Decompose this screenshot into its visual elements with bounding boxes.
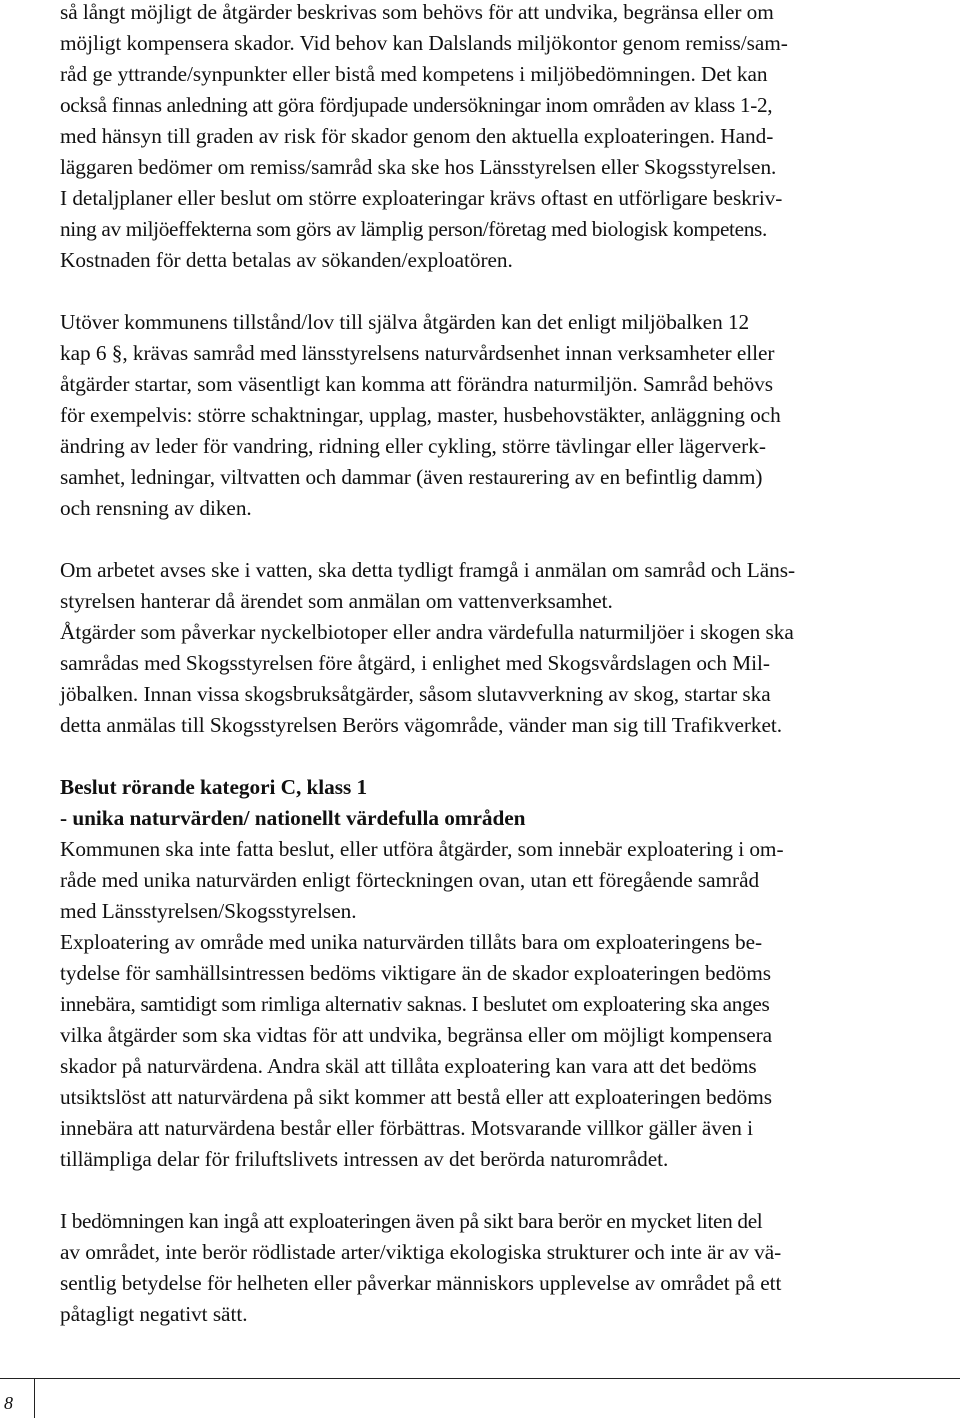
text-line: ändring av leder för vandring, ridning eller cykling, större tävlingar eller lägerverk- — [60, 434, 766, 458]
text-line: åtgärder startar, som väsentligt kan komma att förändra naturmiljön. Samråd behövs — [60, 372, 774, 396]
text-line: tydelse för samhällsintressen bedöms viktigare än de skador exploateringen bedöms — [60, 961, 771, 985]
text-line: innebära, samtidigt som rimliga alternativ saknas. I beslutet om exploatering ska anges — [60, 992, 770, 1016]
text-line: och rensning av diken. — [60, 496, 252, 520]
text-line: jöbalken. Innan vissa skogsbruksåtgärder, såsom slutavverkning av skog, startar ska — [60, 682, 771, 706]
section-subheading: - unika naturvärden/ nationellt värdefulla områden — [60, 806, 526, 830]
text-line: så långt möjligt de åtgärder beskrivas som behövs för att undvika, begränsa eller om — [60, 0, 774, 24]
text-line: kap 6 §, krävas samråd med länsstyrelsens naturvårdsenhet innan verksamheter eller — [60, 341, 775, 365]
text-line: Åtgärder som påverkar nyckelbiotoper eller andra värdefulla naturmiljöer i skogen ska — [60, 620, 794, 644]
text-line: råd ge yttrande/synpunkter eller bistå med kompetens i miljöbedömningen. Det kan — [60, 62, 768, 86]
paragraph-bedomning — [60, 1206, 950, 1330]
text-line: för exempelvis: större schaktningar, upplag, master, husbehovstäkter, anläggning och — [60, 403, 781, 427]
text-line: tillämpliga delar för friluftslivets intressen av det berörda naturområdet. — [60, 1147, 669, 1171]
text-line: Kommunen ska inte fatta beslut, eller utföra åtgärder, som innebär exploatering i om- — [60, 837, 784, 861]
section-heading: Beslut rörande kategori C, klass 1 — [60, 775, 368, 799]
text-line: av området, inte berör rödlistade arter/viktiga ekologiska strukturer och inte är av vä- — [60, 1240, 782, 1264]
text-line: Kostnaden för detta betalas av sökanden/exploatören. — [60, 248, 513, 272]
text-line: Utöver kommunens tillstånd/lov till själva åtgärden kan det enligt miljöbalken 12 — [60, 310, 750, 334]
text-line: påtagligt negativt sätt. — [60, 1302, 248, 1326]
text-line: innebära att naturvärdena består eller förbättras. Motsvarande villkor gäller även i — [60, 1116, 753, 1140]
text-line: detta anmälas till Skogsstyrelsen Berörs vägområde, vänder man sig till Trafikverket. — [60, 713, 783, 737]
paragraph-intro — [60, 0, 950, 276]
document-page — [60, 0, 950, 1330]
page-number: 8 — [4, 1393, 13, 1413]
text-line: samhet, ledningar, viltvatten och dammar (även restaurering av en befintlig damm) — [60, 465, 763, 489]
footer-margin-rule — [34, 1378, 35, 1418]
text-line: vilka åtgärder som ska vidtas för att undvika, begränsa eller om möjligt kompensera — [60, 1023, 773, 1047]
text-line: styrelsen hanterar då ärendet som anmälan om vattenverksamhet. — [60, 589, 613, 613]
text-line: sentlig betydelse för helheten eller påverkar människors upplevelse av området på ett — [60, 1271, 782, 1295]
footer-divider — [0, 1378, 960, 1379]
paragraph-vatten — [60, 555, 950, 741]
text-line: I bedömningen kan ingå att exploateringen även på sikt bara berör en mycket liten del — [60, 1209, 763, 1233]
text-line: ning av miljöeffekterna som görs av lämplig person/företag med biologisk kompetens. — [60, 217, 767, 241]
section-kategori-c — [60, 772, 950, 1175]
text-line: råde med unika naturvärden enligt förteckningen ovan, utan ett föregående samråd — [60, 868, 760, 892]
text-line: Om arbetet avses ske i vatten, ska detta tydligt framgå i anmälan om samråd och Läns- — [60, 558, 795, 582]
text-line: utsiktslöst att naturvärdena på sikt kommer att bestå eller att exploateringen bedöms — [60, 1085, 772, 1109]
paragraph-samrad — [60, 307, 950, 524]
text-line: också finnas anledning att göra fördjupade undersökningar inom områden av klass 1-2, — [60, 93, 773, 117]
text-line: möjligt kompensera skador. Vid behov kan Dalslands miljökontor genom remiss/sam- — [60, 31, 788, 55]
text-line: med Länsstyrelsen/Skogsstyrelsen. — [60, 899, 357, 923]
text-line: Exploatering av område med unika naturvärden tillåts bara om exploateringens be- — [60, 930, 763, 954]
text-line: läggaren bedömer om remiss/samråd ska ske hos Länsstyrelsen eller Skogsstyrelsen. — [60, 155, 777, 179]
text-line: med hänsyn till graden av risk för skador genom den aktuella exploateringen. Hand- — [60, 124, 774, 148]
text-line: samrådas med Skogsstyrelsen före åtgärd, i enlighet med Skogsvårdslagen och Mil- — [60, 651, 770, 675]
text-line: I detaljplaner eller beslut om större exploateringar krävs oftast en utförligare beskriv- — [60, 186, 783, 210]
text-line: skador på naturvärdena. Andra skäl att tillåta exploatering kan vara att det bedöms — [60, 1054, 757, 1078]
